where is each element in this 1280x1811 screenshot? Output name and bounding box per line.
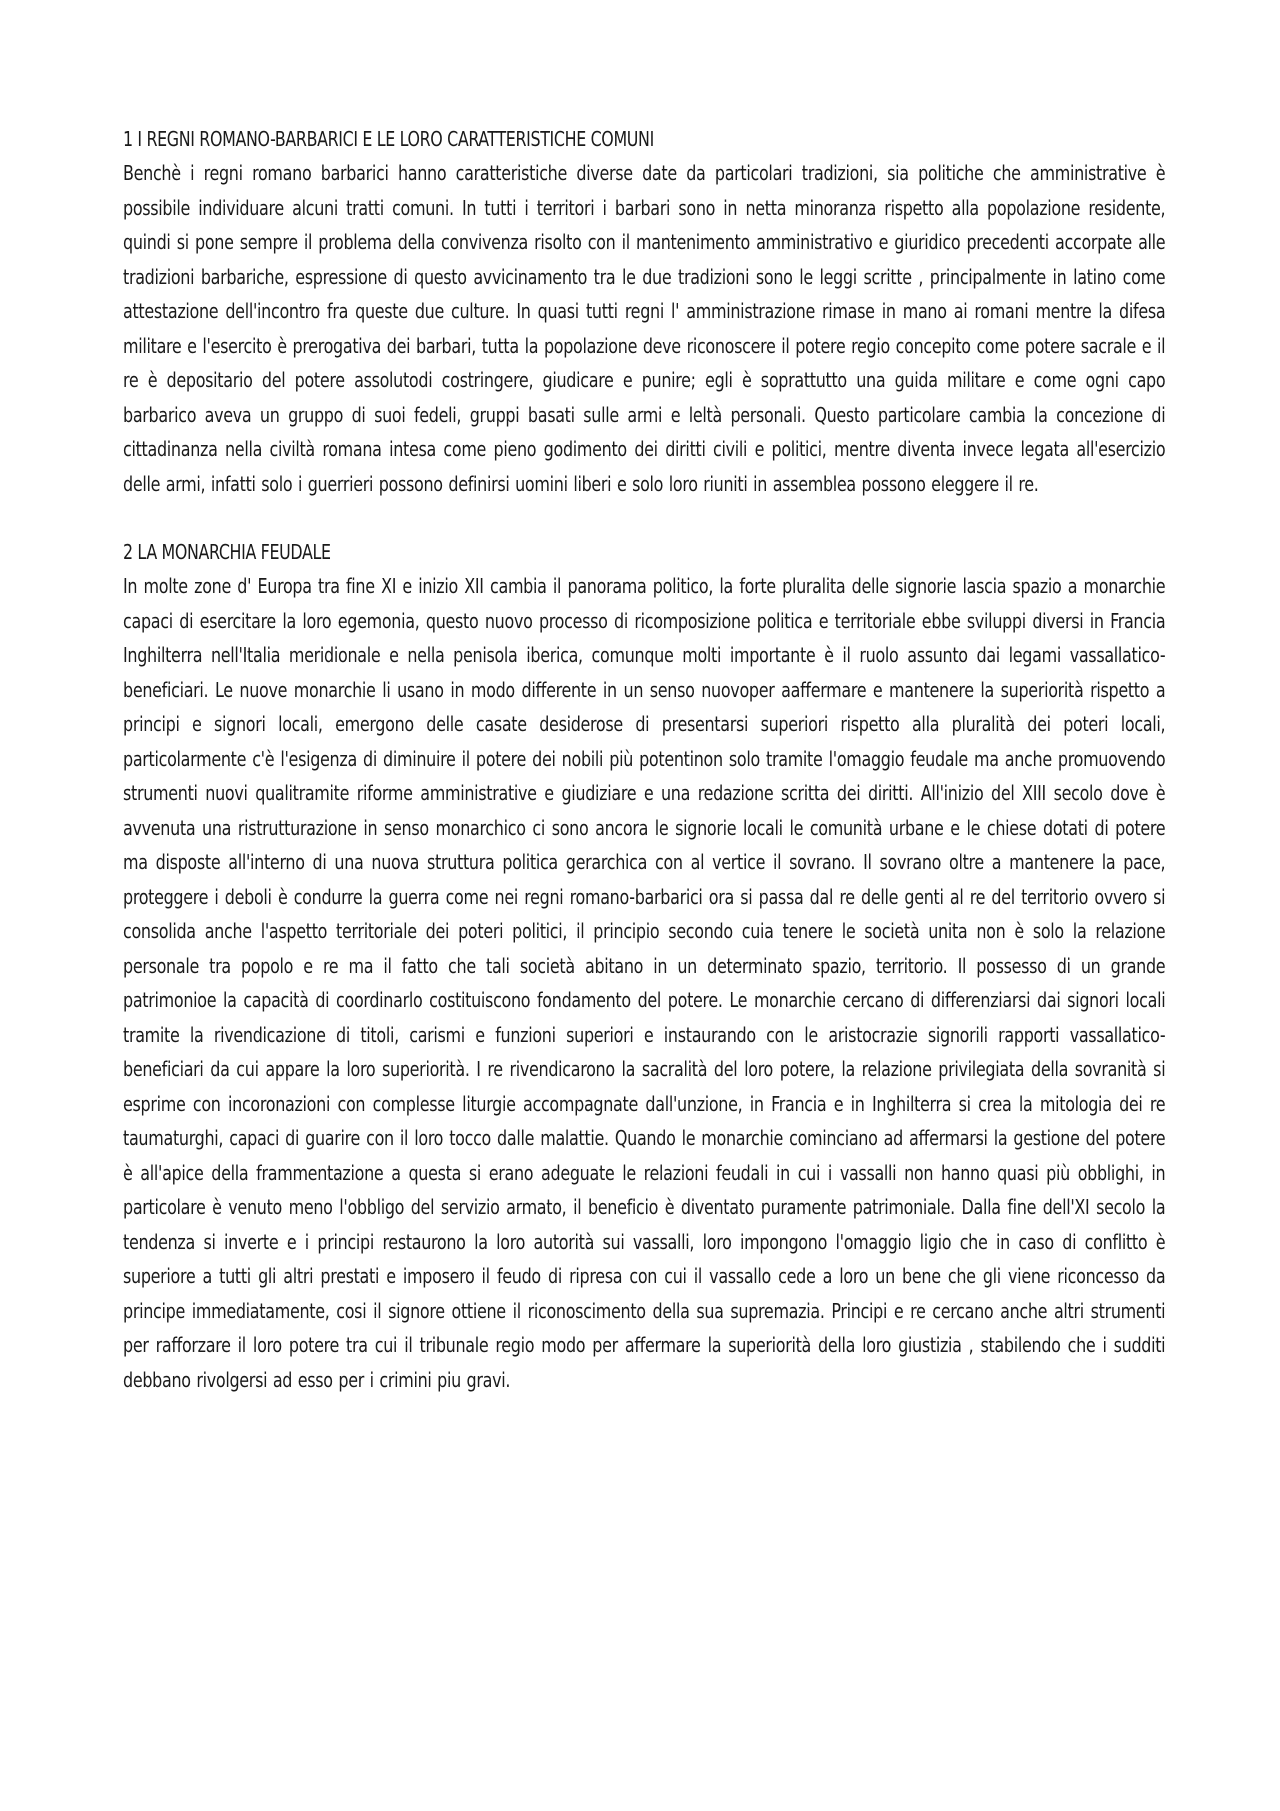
section-regni-romano-barbarici (123, 122, 1165, 501)
section-paragraph: In molte zone d' Europa tra fine XI e inizio XII cambia il panorama politico, la forte pluralita delle signorie lascia spazio a monarchie capaci di esercitare la loro egemonia, questo nuovo processo di ricomposizione politica e territoriale ebbe sviluppi diversi in Francia Inghilterra nell'Italia meridionale e nella penisola iberica, comunque molti importante è il ruolo assunto dai legami vassallatico-beneficiari. Le nuove monarchie li usano in modo differente in un senso nuovoper aaffermare e mantenere la superiorità rispetto a principi e signori locali, emergono delle casate desiderose di presentarsi superiori rispetto alla pluralità dei poteri locali, particolarmente c'è l'esigenza di diminuire il potere dei nobili più potentinon solo tramite l'omaggio feudale ma anche promuovendo strumenti nuovi qualitramite riforme amministrative e giudiziare e una redazione scritta dei diritti. All'inizio del XIII secolo dove è avvenuta una ristrutturazione in senso monarchico ci sono ancora le signorie locali le comunità urbane e le chiese dotati di potere ma disposte all'interno di una nuova struttura politica gerarchica con al vertice il sovrano. Il sovrano oltre a mantenere la pace, proteggere i deboli è condurre la guerra come nei regni romano-barbarici ora si passa dal re delle genti al re del territorio ovvero si consolida anche l'aspetto territoriale dei poteri politici, il principio secondo cuia tenere le società unita non è solo la relazione personale tra popolo e re ma il fatto che tali società abitano in un determinato spazio, territorio. Il possesso di un grande patrimonioe la capacità di coordinarlo costituiscono fondamento del potere. Le monarchie cercano di differenziarsi dai signori locali tramite la rivendicazione di titoli, carismi e funzioni superiori e instaurando con le aristocrazie signorili rapporti vassallatico-beneficiari da cui appare la loro superiorità. I re rivendicarono la sacralità del loro potere, la relazione privilegiata della sovranità si esprime con incoronazioni con complesse liturgie accompagnate dall'unzione, in Francia e in Inghilterra si crea la mitologia dei re taumaturghi, capaci di guarire con il loro tocco dalle malattie. Quando le monarchie cominciano ad affermarsi la gestione del potere è all'apice della frammentazione a questa si erano adeguate le relazioni feudali in cui i vassalli non hanno quasi più obblighi, in particolare è venuto meno l'obbligo del servizio armato, il beneficio è diventato puramente patrimoniale. Dalla fine dell'XI secolo la tendenza si inverte e i principi restaurono la loro autorità sui vassalli, loro impongono l'omaggio ligio che in caso di conflitto è superiore a tutti gli altri prestati e imposero il feudo di ripresa con cui il vassallo cede a loro un bene che gli viene riconcesso da principe immediatamente, cosi il signore ottiene il riconoscimento della sua supremazia. Principi e re cercano anche altri strumenti per rafforzare il loro potere tra cui il tribunale regio modo per affermare la superiorità della loro giustizia , stabilendo che i sudditi debbano rivolgersi ad esso per i crimini piu gravi. (123, 574, 1166, 1392)
section-heading: 1 I REGNI ROMANO-BARBARICI E LE LORO CARATTERISTICHE COMUNI (123, 127, 654, 151)
section-monarchia-feudale (123, 535, 1165, 1397)
section-paragraph: Benchè i regni romano barbarici hanno caratteristiche diverse date da particolari tradizioni, sia politiche che amministrative è possibile individuare alcuni tratti comuni. In tutti i territori i barbari sono in netta minoranza rispetto alla popolazione residente, quindi si pone sempre il problema della convivenza risolto con il mantenimento amministrativo e giuridico precedenti accorpate alle tradizioni barbariche, espressione di questo avvicinamento tra le due tradizioni sono le leggi scritte , principalmente in latino come attestazione dell'incontro fra queste due culture. In quasi tutti regni l' amministrazione rimase in mano ai romani mentre la difesa militare e l'esercito è prerogativa dei barbari, tutta la popolazione deve riconoscere il potere regio concepito come potere sacrale e il re è depositario del potere assolutodi costringere, giudicare e punire; egli è soprattutto una guida militare e come ogni capo barbarico aveva un gruppo di suoi fedeli, gruppi basati sulle armi e leltà personali. Questo particolare cambia la concezione di cittadinanza nella civiltà romana intesa come pieno godimento dei diritti civili e politici, mentre diventa invece legata all'esercizio delle armi, infatti solo i guerrieri possono definirsi uomini liberi e solo loro riuniti in assemblea possono eleggere il re. (123, 161, 1166, 496)
section-heading: 2 LA MONARCHIA FEUDALE (123, 540, 331, 564)
document-page (123, 122, 1165, 1397)
